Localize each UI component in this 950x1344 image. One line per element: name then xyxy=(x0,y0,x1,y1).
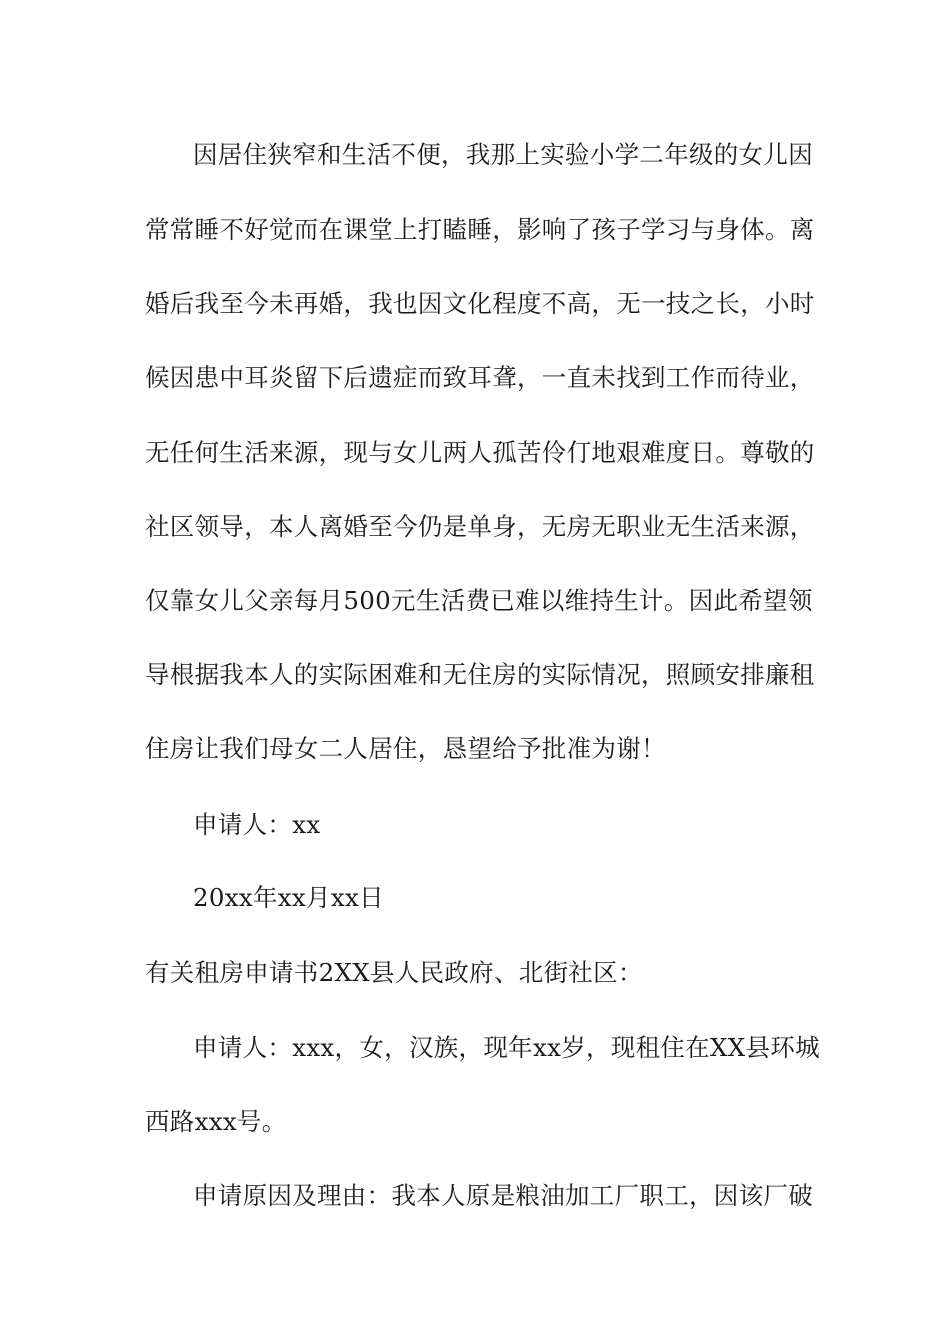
paragraph-line-4: 候因患中耳炎留下后遗症而致耳聋，一直未找到工作而待业， xyxy=(145,363,815,392)
applicant-signature: 申请人：xx xyxy=(193,810,321,839)
section-title: 有关租房申请书2XX县人民政府、北街社区： xyxy=(145,958,643,987)
paragraph-line-3: 婚后我至今未再婚，我也因文化程度不高，无一技之长，小时 xyxy=(145,289,815,318)
paragraph-line-2: 常常睡不好觉而在课堂上打瞌睡，影响了孩子学习与身体。离 xyxy=(145,215,815,244)
paragraph-line-8: 导根据我本人的实际困难和无住房的实际情况，照顾安排廉租 xyxy=(145,660,815,689)
reason-line-1: 申请原因及理由：我本人原是粮油加工厂职工，因该厂破 xyxy=(193,1181,813,1210)
applicant-info-line-1: 申请人：xxx，女，汉族，现年xx岁，现租住在XX县环城 xyxy=(193,1033,820,1062)
paragraph-line-1: 因居住狭窄和生活不便，我那上实验小学二年级的女儿因 xyxy=(193,140,813,169)
applicant-info-line-2: 西路xxx号。 xyxy=(145,1107,287,1136)
paragraph-line-5: 无任何生活来源，现与女儿两人孤苦伶仃地艰难度日。尊敬的 xyxy=(145,438,815,467)
paragraph-line-9: 住房让我们母女二人居住，恳望给予批准为谢！ xyxy=(145,734,666,763)
signature-date: 20xx年xx月xx日 xyxy=(193,883,384,912)
paragraph-line-7: 仅靠女儿父亲每月500元生活费已难以维持生计。因此希望领 xyxy=(145,586,813,615)
paragraph-line-6: 社区领导，本人离婚至今仍是单身，无房无职业无生活来源， xyxy=(145,512,815,541)
